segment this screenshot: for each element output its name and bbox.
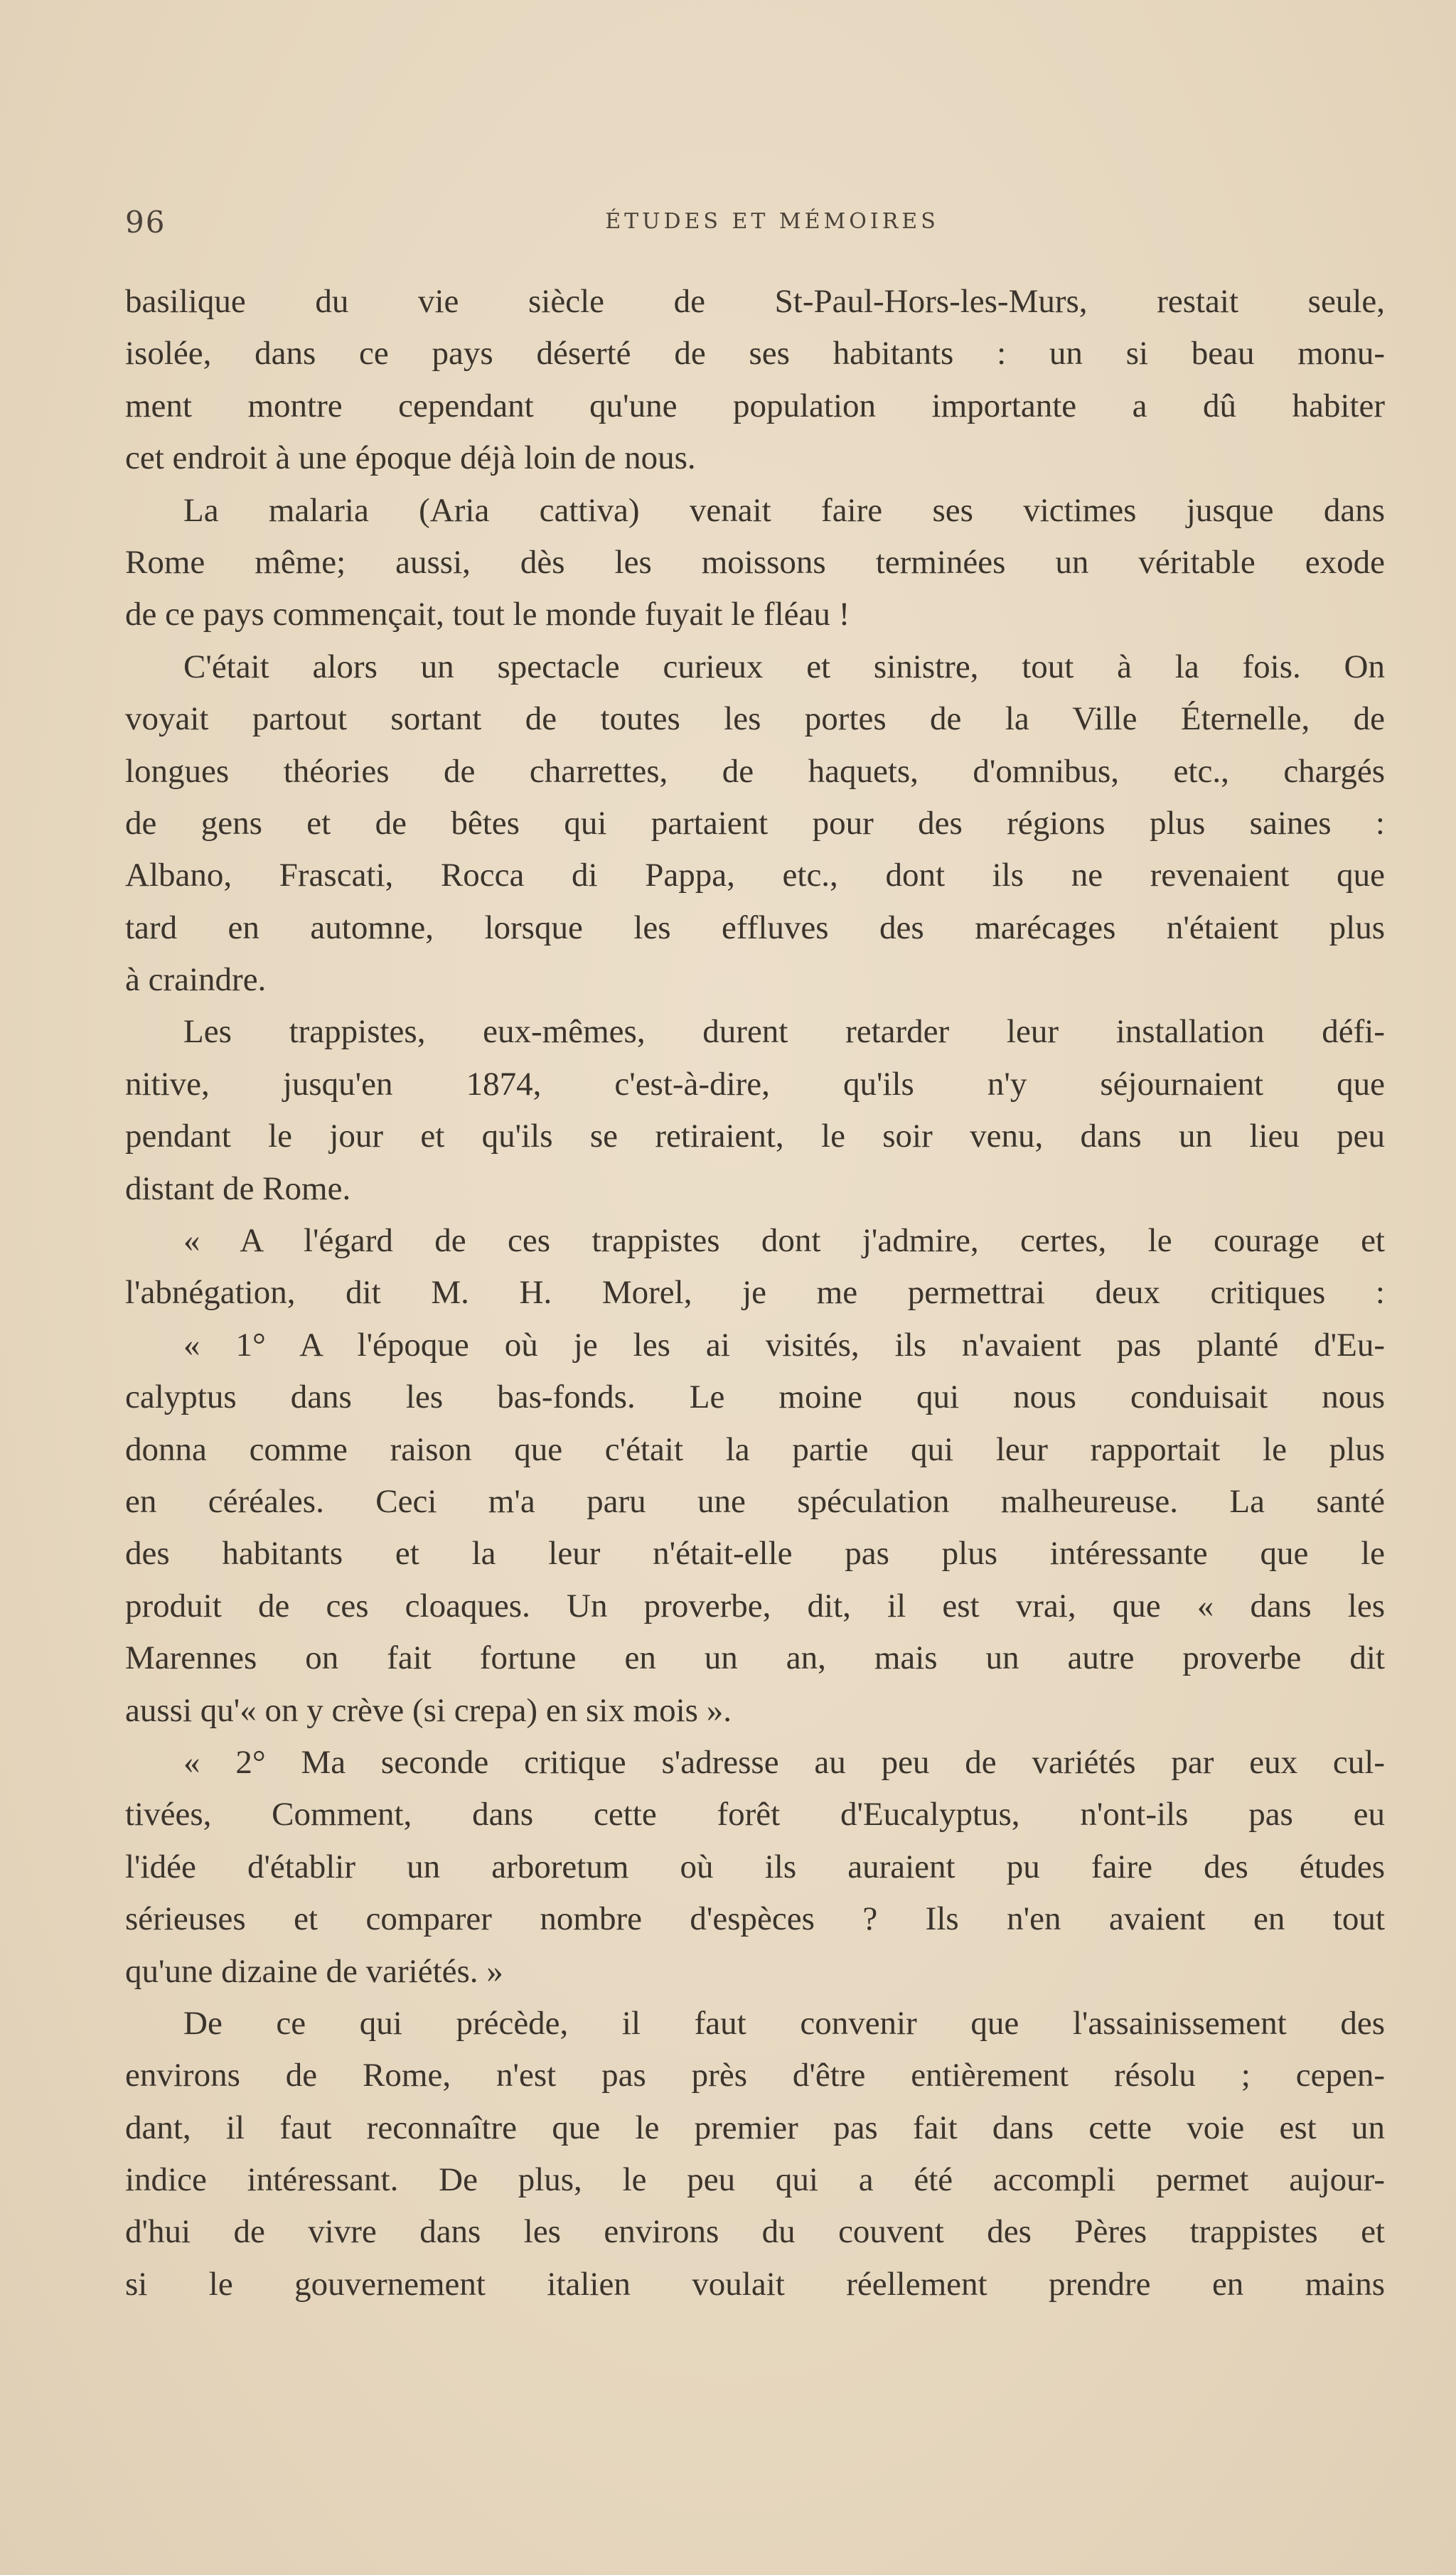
text-line: C'était alors un spectacle curieux et sinistre, tout à la fois. On <box>183 648 1385 685</box>
text-line: en céréales. Ceci m'a paru une spéculation malheureuse. La santé <box>125 1482 1385 1520</box>
text-line: De ce qui précède, il faut convenir que l'assainissement des <box>183 2004 1385 2042</box>
text-line: calyptus dans les bas-fonds. Le moine qui nous conduisait nous <box>125 1378 1385 1416</box>
text-line: environs de Rome, n'est pas près d'être entièrement résolu ; cepen- <box>125 2057 1385 2094</box>
text-line: Albano, Frascati, Rocca di Pappa, etc., dont ils ne revenaient que <box>125 857 1385 894</box>
text-line: l'idée d'établir un arboretum où ils auraient pu faire des études <box>125 1848 1385 1885</box>
text-line: « 1° A l'époque où je les ai visités, ils n'avaient pas planté d'Eu- <box>183 1326 1385 1364</box>
text-line: dant, il faut reconnaître que le premier pas fait dans cette voie est un <box>125 2109 1385 2146</box>
text-line: distant de Rome. <box>125 1169 351 1207</box>
text-line: basilique du vie siècle de St-Paul-Hors-les-Murs, restait seule, <box>125 283 1385 320</box>
text-line: à craindre. <box>125 961 267 999</box>
text-line: l'abnégation, dit M. H. Morel, je me permettrai deux critiques : <box>125 1274 1385 1312</box>
text-line: voyait partout sortant de toutes les portes de la Ville Éternelle, de <box>125 700 1385 738</box>
text-line: La malaria (Aria cattiva) venait faire ses victimes jusque dans <box>183 491 1385 529</box>
text-line: pendant le jour et qu'ils se retiraient, le soir venu, dans un lieu peu <box>125 1118 1385 1155</box>
text-line: isolée, dans ce pays déserté de ses habitants : un si beau monu- <box>125 335 1385 373</box>
text-line: si le gouvernement italien voulait réellement prendre en mains <box>125 2265 1385 2303</box>
running-title: ÉTUDES ET MÉMOIRES <box>605 209 939 234</box>
text-line: d'hui de vivre dans les environs du couvent des Pères trappistes et <box>125 2213 1385 2251</box>
text-line: des habitants et la leur n'était-elle pas plus intéressante que le <box>125 1535 1385 1573</box>
page-number: 96 <box>125 205 166 240</box>
text-line: Les trappistes, eux-mêmes, durent retarder leur installation défi- <box>183 1013 1385 1051</box>
text-line: tivées, Comment, dans cette forêt d'Eucalyptus, n'ont-ils pas eu <box>125 1796 1385 1833</box>
text-line: de gens et de bêtes qui partaient pour des régions plus saines : <box>125 804 1385 842</box>
text-line: qu'une dizaine de variétés. » <box>125 1952 503 1990</box>
text-line: « 2° Ma seconde critique s'adresse au peu de variétés par eux cul- <box>183 1743 1385 1781</box>
page-header <box>125 205 1376 247</box>
text-line: indice intéressant. De plus, le peu qui a été accompli permet aujour- <box>125 2161 1385 2199</box>
text-line: « A l'égard de ces trappistes dont j'admire, certes, le courage et <box>183 1222 1385 1260</box>
text-line: Rome même; aussi, dès les moissons terminées un véritable exode <box>125 543 1385 581</box>
text-line: aussi qu'« on y crève (si crepa) en six mois ». <box>125 1691 732 1729</box>
text-line: de ce pays commençait, tout le monde fuyait le fléau ! <box>125 596 850 633</box>
text-line: Marennes on fait fortune en un an, mais un autre proverbe dit <box>125 1639 1385 1677</box>
text-line: nitive, jusqu'en 1874, c'est-à-dire, qu'ils n'y séjournaient que <box>125 1065 1385 1103</box>
text-line: ment montre cependant qu'une population importante a dû habiter <box>125 387 1385 424</box>
text-line: sérieuses et comparer nombre d'espèces ? Ils n'en avaient en tout <box>125 1900 1385 1938</box>
text-line: donna comme raison que c'était la partie qui leur rapportait le plus <box>125 1430 1385 1468</box>
text-line: produit de ces cloaques. Un proverbe, dit, il est vrai, que « dans les <box>125 1587 1385 1624</box>
text-line: tard en automne, lorsque les effluves des marécages n'étaient plus <box>125 909 1385 946</box>
text-line: longues théories de charrettes, de haquets, d'omnibus, etc., chargés <box>125 752 1385 790</box>
text-line: cet endroit à une époque déjà loin de nous. <box>125 439 696 477</box>
body-text <box>125 276 1385 2311</box>
